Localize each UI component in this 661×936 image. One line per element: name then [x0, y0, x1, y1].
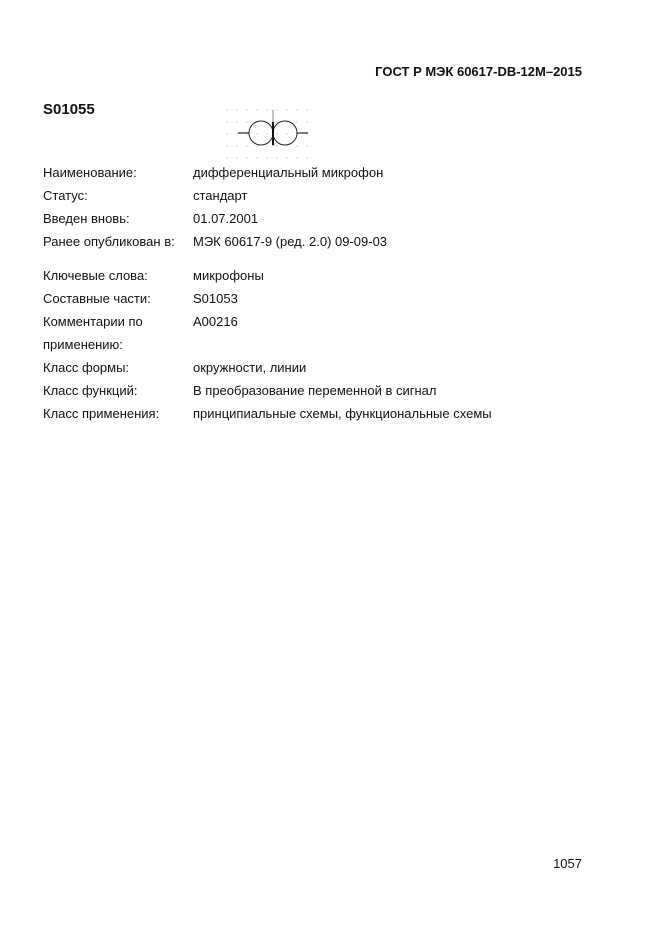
field-value: стандарт: [193, 188, 248, 203]
grid-dot: [266, 109, 267, 110]
grid-dot: [226, 133, 227, 134]
grid-dot: [306, 109, 307, 110]
grid-dot: [296, 121, 297, 122]
field-value: В преобразование переменной в сигнал: [193, 383, 437, 398]
field-value: 01.07.2001: [193, 211, 259, 226]
grid-dot: [286, 157, 287, 158]
field-value: окружности, линии: [193, 360, 307, 375]
field-label: Составные части:: [43, 291, 151, 306]
grid-dot: [226, 145, 227, 146]
grid-dot: [276, 133, 277, 134]
grid-dot: [266, 157, 267, 158]
grid-dot: [236, 145, 237, 146]
grid-dot: [306, 121, 307, 122]
grid-dot: [226, 121, 227, 122]
grid-dot: [226, 109, 227, 110]
grid-dot: [256, 109, 257, 110]
field-label: Комментарии по: [43, 314, 143, 329]
field-label: Класс применения:: [43, 406, 160, 421]
grid-dot: [306, 145, 307, 146]
grid-dot: [296, 109, 297, 110]
field-label: Статус:: [43, 188, 88, 203]
grid-dot: [246, 157, 247, 158]
grid-dot: [276, 157, 277, 158]
field-label: Наименование:: [43, 165, 137, 180]
grid-dot: [236, 109, 237, 110]
grid-dot: [286, 133, 287, 134]
grid-dot: [236, 157, 237, 158]
field-value: дифференциальный микрофон: [193, 165, 384, 180]
grid-dot: [296, 157, 297, 158]
field-label: Класс формы:: [43, 360, 130, 375]
grid-dot: [276, 109, 277, 110]
grid-dot: [296, 145, 297, 146]
grid-dot: [286, 109, 287, 110]
grid-dot: [276, 121, 277, 122]
grid-dot: [266, 133, 267, 134]
grid-dot: [226, 157, 227, 158]
grid-dot: [246, 109, 247, 110]
grid-dot: [276, 145, 277, 146]
field-value: A00216: [193, 314, 238, 329]
grid-dot: [266, 145, 267, 146]
page-number: 1057: [553, 856, 582, 871]
field-label: применению:: [43, 337, 123, 352]
field-value: микрофоны: [193, 268, 264, 283]
grid-dot: [256, 133, 257, 134]
symbol-code: S01055: [43, 101, 95, 118]
field-label: Класс функций:: [43, 383, 138, 398]
field-label: Введен вновь:: [43, 211, 130, 226]
field-label: Ключевые слова:: [43, 268, 148, 283]
grid-dot: [256, 157, 257, 158]
differential-microphone-symbol-icon: [222, 104, 314, 162]
grid-dot: [286, 145, 287, 146]
field-value: S01053: [193, 291, 238, 306]
grid-dot: [236, 133, 237, 134]
grid-dot: [246, 121, 247, 122]
grid-dot: [236, 121, 237, 122]
field-value: МЭК 60617-9 (ред. 2.0) 09-09-03: [193, 234, 388, 249]
document-header: ГОСТ Р МЭК 60617-DB-12M–2015: [375, 64, 582, 79]
grid-dot: [306, 157, 307, 158]
field-value: принципиальные схемы, функциональные схемы: [193, 406, 492, 421]
grid-dot: [246, 145, 247, 146]
field-label: Ранее опубликован в:: [43, 234, 175, 249]
grid-dot: [256, 145, 257, 146]
